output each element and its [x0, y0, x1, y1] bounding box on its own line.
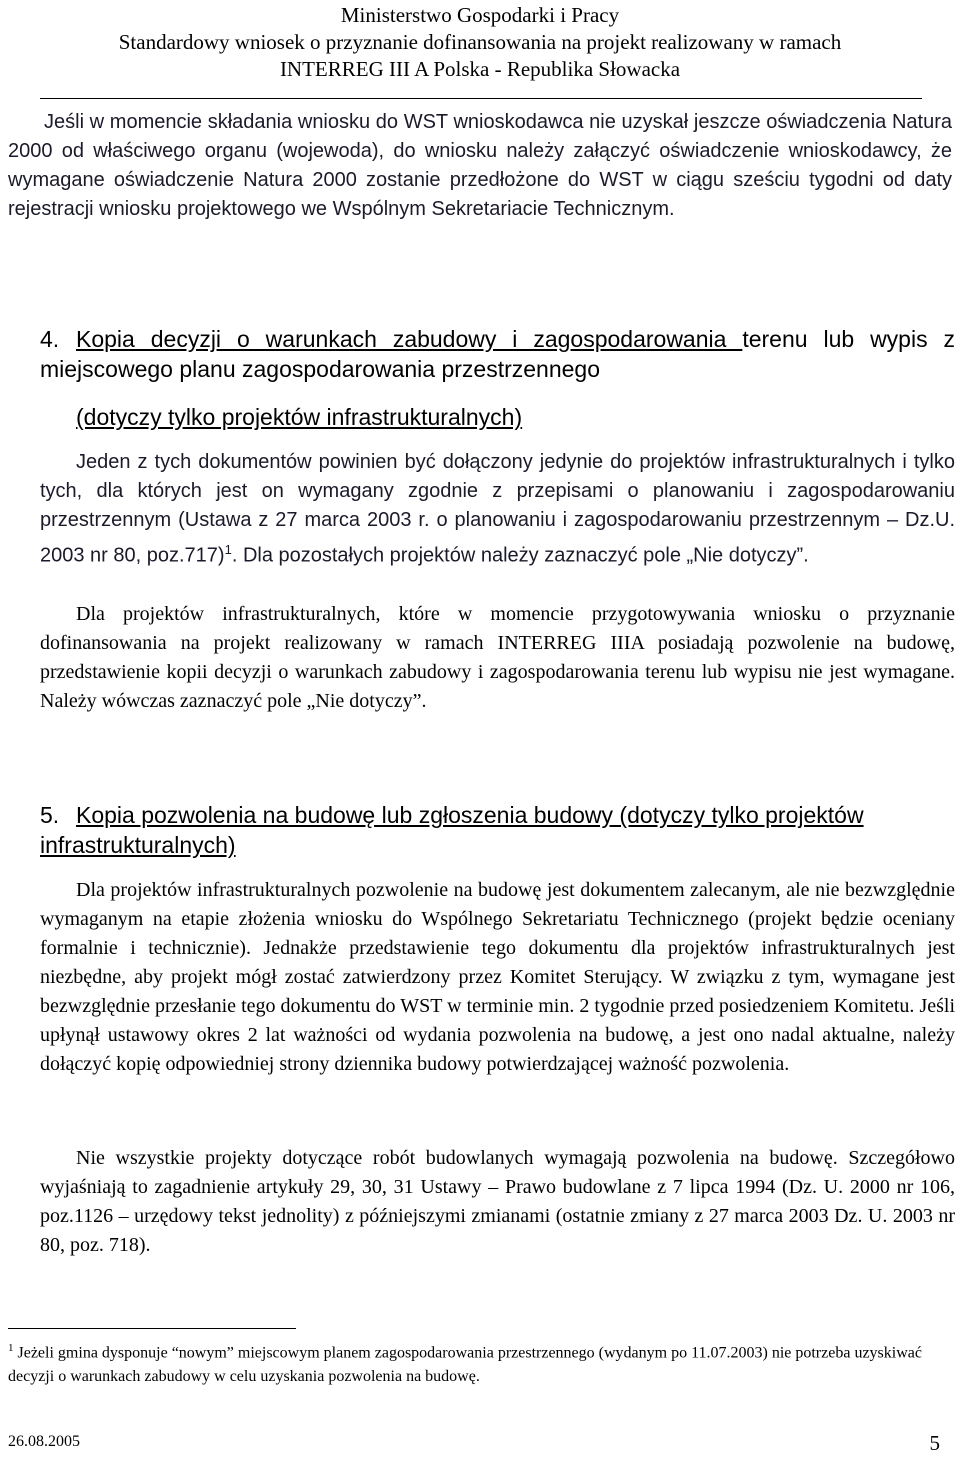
section-4-paragraph-2: Dla projektów infrastrukturalnych, które w momencie przygotowywania wniosku o przyznanie dofinansowania na projekt realizowany w ramach INTERREG IIIA posiadają pozwolenie na budowę, przedstawienie kopii decyzji o warunkach zabudowy i zagospodarowania terenu lub wypisu nie jest wymagane. Należy wówczas zaznaczyć pole „Nie dotyczy”. [40, 603, 955, 712]
section-4-title-underlined: Kopia decyzji o warunkach zabudowy i zagospodarowania [76, 326, 743, 352]
page-header [40, 2, 920, 83]
intro-paragraph: Jeśli w momencie składania wniosku do WST wnioskodawca nie uzyskał jeszcze oświadczenia Natura 2000 od właściwego organu (wojewoda), do wniosku należy załączyć oświadczenie wnioskodawcy, że wymagane oświadczenie Natura 2000 zostanie przedłożone do WST w ciągu sześciu tygodni od daty rejestracji wniosku projektowego we Wspólnym Sekretariacie Technicznym. [8, 111, 952, 220]
section-4-title-rest: terenu lub wypis z miejscowego planu zagospodarowania przestrzennego [40, 326, 955, 382]
section-4-title [40, 324, 955, 384]
footnote-mark: 1 [8, 1342, 14, 1354]
section-5-number: 5. [40, 802, 60, 828]
header-form-title: Standardowy wniosek o przyznanie dofinansowania na projekt realizowany w ramach [118, 30, 842, 54]
header-program: INTERREG III A Polska - Republika Słowacka [279, 57, 681, 81]
footnote-text: Jeżeli gmina dysponuje “nowym” miejscowym planem zagospodarowania przestrzennego (wydanym po 11.07.2003) nie potrzeba uzyskiwać decyzji o warunkach zabudowy w celu uzyskania pozwolenia na budowę. [8, 1344, 922, 1386]
footnote [8, 1336, 948, 1389]
section-4-paragraph-1: Jeden z tych dokumentów powinien być dołączony jedynie do projektów infrastrukturalnych i tylko tych, dla których jest on wymagany zgodnie z przepisami o planowaniu i zagospodarowaniu przestrzennym (Ustawa z 27 marca 2003 r. o planowaniu i zagospodarowaniu przestrzennym – Dz.U. 2003 nr 80, poz.717)$^1$. Dla pozostałych projektów należy zaznaczyć pole „Nie dotyczy”. [40, 451, 955, 567]
section-4-number: 4. [40, 326, 60, 352]
section-4-subtitle: (dotyczy tylko projektów infrastrukturalnych) [76, 404, 523, 430]
footnote-reference: 1 [224, 542, 232, 557]
header-ministry: Ministerstwo Gospodarki i Pracy [340, 3, 620, 27]
page-number: 5 [929, 1431, 940, 1455]
section-5-title: 5. Kopia pozwolenia na budowę lub zgłoszenia budowy (dotyczy tylko projektów infrastrukturalnych) [40, 802, 864, 858]
footnote-divider [8, 1328, 296, 1329]
footer-date: 26.08.2005 [8, 1433, 80, 1450]
section-5-paragraph-2: Nie wszystkie projekty dotyczące robót budowlanych wymagają pozwolenia na budowę. Szczegółowo wyjaśniają to zagadnienie artykuły 29, 30, 31 Ustawy – Prawo budowlane z 7 lipca 1994 (Dz. U. 2000 nr 106, poz.1126 – urzędowy tekst jednolity) z późniejszymi zmianami (ostatnie zmiany z 27 marca 2003 Dz. U. 2003 nr 80, poz. 718). [40, 1147, 955, 1256]
section-5-paragraph-1: Dla projektów infrastrukturalnych pozwolenie na budowę jest dokumentem zalecanym, ale nie bezwzględnie wymaganym na etapie złożenia wniosku do Wspólnego Sekretariatu Technicznego (projekt będzie oceniany formalnie i technicznie). Jednakże przedstawienie tego dokumentu dla projektów infrastrukturalnych jest niezbędne, aby projekt mógł zostać zatwierdzony przez Komitet Sterujący. W związku z tym, wymagane jest bezwzględnie przesłanie tego dokumentu do WST w terminie min. 2 tygodnie przed posiedzeniem Komitetu. Jeśli upłynął ustawowy okres 2 lat ważności od wydania pozwolenia na budowę, a jest ono nadal aktualne, należy dołączyć kopię odpowiedniej strony dziennika budowy potwierdzającej ważność pozwolenia. [40, 879, 955, 1075]
header-divider [40, 98, 922, 99]
